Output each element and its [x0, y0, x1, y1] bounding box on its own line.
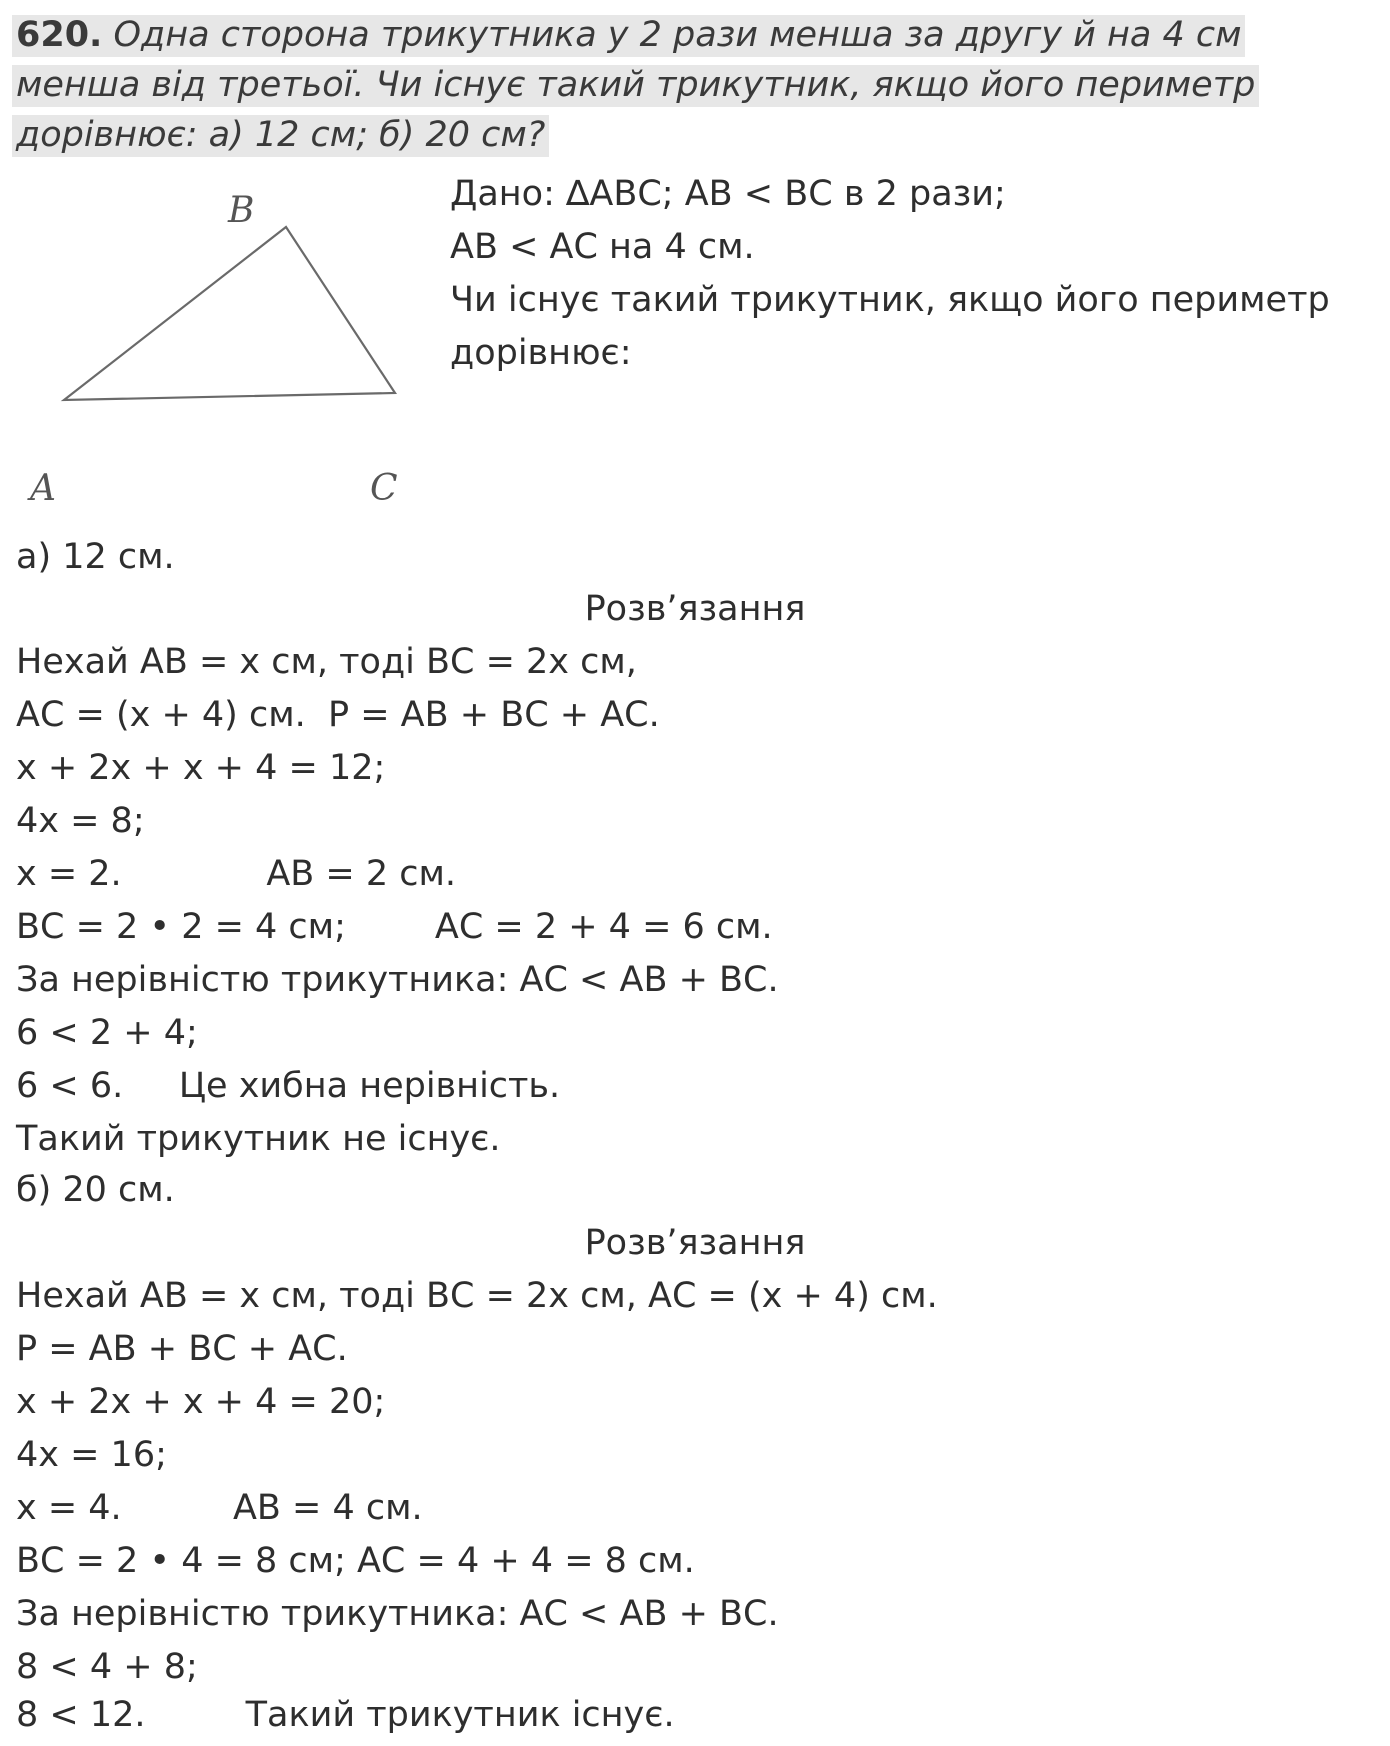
part-a-heading: а) 12 см.	[16, 537, 175, 577]
given-line-3: Чи існує такий трикутник, якщо його периметр	[450, 280, 1330, 320]
part-a-conclusion: Такий трикутник не існує.	[16, 1119, 501, 1159]
problem-text-line-1: Одна сторона трикутника у 2 рази менша за другу й на 4 см	[113, 15, 1242, 55]
part-a-line: 6 < 2 + 4;	[16, 1013, 198, 1053]
part-b-line: За нерівністю трикутника: АС < АВ + ВС.	[16, 1594, 779, 1634]
part-b-line: 8 < 4 + 8;	[16, 1647, 198, 1687]
part-a-solution-title: Розв’язання	[584, 589, 806, 629]
part-a-line: х = 2. АВ = 2 см.	[16, 854, 457, 894]
part-b-line: 4х = 16;	[16, 1435, 167, 1475]
part-b-heading: б) 20 см.	[16, 1170, 175, 1210]
part-a-line: х + 2х + х + 4 = 12;	[16, 748, 386, 788]
part-a-line: За нерівністю трикутника: АС < АВ + ВС.	[16, 960, 779, 1000]
triangle-shape	[64, 227, 395, 400]
problem-number: 620.	[16, 15, 103, 55]
part-b-line: ВС = 2 • 4 = 8 см; АС = 4 + 4 = 8 см.	[16, 1541, 695, 1581]
part-a-line: АС = (х + 4) см. Р = АВ + ВС + АС.	[16, 695, 660, 735]
vertex-label-a: A	[30, 468, 56, 509]
part-a-line: ВС = 2 • 2 = 4 см; АС = 2 + 4 = 6 см.	[16, 907, 773, 947]
part-a-line: 6 < 6. Це хибна нерівність.	[16, 1066, 561, 1106]
part-b-line: Р = АВ + ВС + АС.	[16, 1329, 348, 1369]
given-line-4: дорівнює:	[450, 333, 632, 373]
problem-text-line-2: менша від третьої. Чи існує такий трикутник, якщо його периметр	[12, 65, 1259, 107]
part-a-line: 4х = 8;	[16, 801, 145, 841]
problem-text-line-3: дорівнює: а) 12 см; б) 20 см?	[12, 115, 549, 157]
vertex-label-c: C	[370, 468, 398, 509]
given-line-1: Дано: ∆АВС; АВ < ВС в 2 рази;	[450, 174, 1006, 214]
part-b-line: Нехай АВ = х см, тоді ВС = 2х см, АС = (х + 4) см.	[16, 1276, 938, 1316]
triangle-abc-figure	[20, 180, 430, 520]
part-b-line: х = 4. АВ = 4 см.	[16, 1488, 423, 1528]
given-line-2: АВ < АС на 4 см.	[450, 227, 755, 267]
part-b-solution-title: Розв’язання	[584, 1223, 806, 1263]
problem-statement	[12, 10, 1312, 160]
part-a-line: Нехай АВ = х см, тоді ВС = 2х см,	[16, 642, 637, 682]
part-b-line: х + 2х + х + 4 = 20;	[16, 1382, 386, 1422]
part-b-conclusion: 8 < 12. Такий трикутник існує.	[16, 1695, 675, 1735]
vertex-label-b: B	[228, 190, 255, 231]
